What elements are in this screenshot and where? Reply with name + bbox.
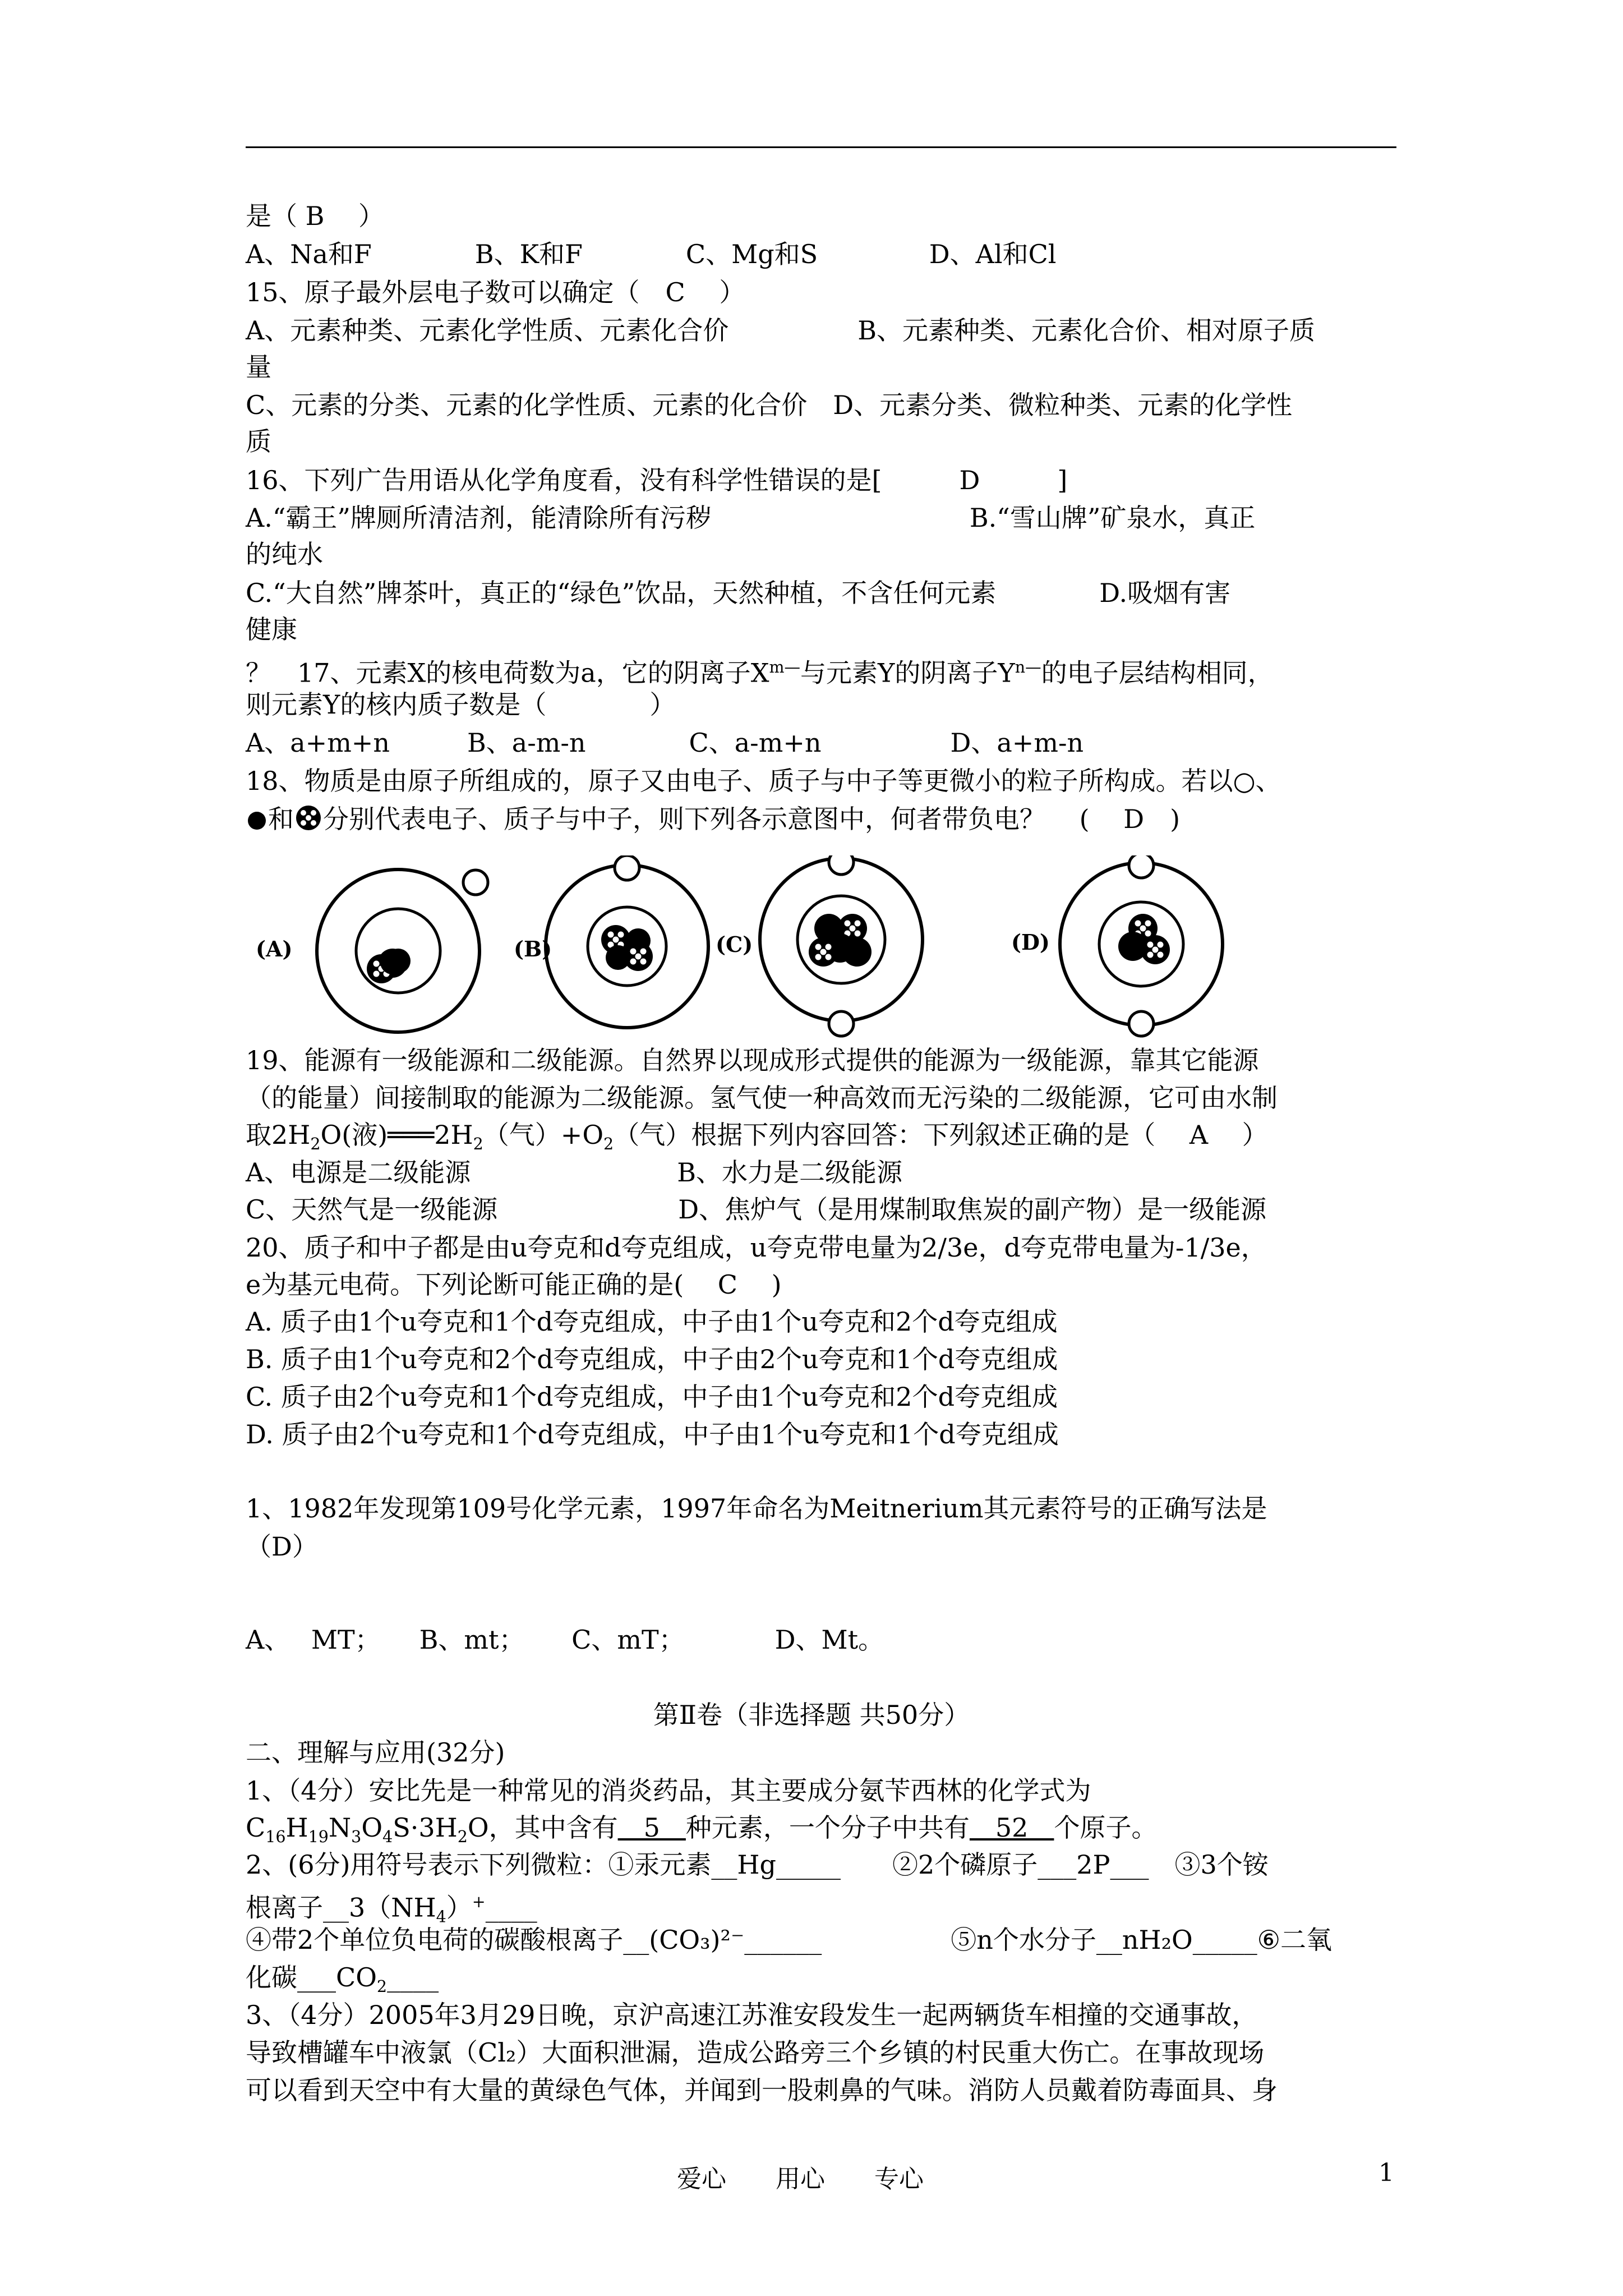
text-line: D. 质子由2个u夸克和1个d夸克组成，中子由1个u夸克和1个d夸克组成 [246,1419,1059,1450]
text-line: 二、理解与应用(32分) [246,1737,505,1768]
text-line: 2、(6分)用符号表示下列微粒：①汞元素__Hg_____ ②2个磷原子___2P___ ③3个铵 [246,1849,1269,1880]
footer-text: 爱心 用心 专心 [677,2165,924,2193]
text-line: 的纯水 [246,539,323,569]
text-line: A、Na和F B、K和F C、Mg和S D、Al和Cl [246,239,1057,269]
proton-symbol-icon [246,807,268,840]
text-line: A、元素种类、元素化学性质、元素化合价 B、元素种类、元素化合价、相对原子质 [246,315,1316,346]
answer-blank: 5 [617,1812,686,1843]
text-line: （D） [246,1531,318,1562]
text-line: A、a+m+n B、a-m-n C、a-m+n D、a+m-n [246,728,1084,758]
text-line: 3、（4分）2005年3月29日晚，京沪高速江苏淮安段发生一起两辆货车相撞的交通事故， [246,2000,1258,2030]
atom-diagrams [246,855,1233,1046]
text-line: 根离子$\_\_3(NH_4)^+\_\_\_\_$ [246,1892,537,1926]
atom-diagram-b [514,855,708,1028]
atom-diagram-c [716,855,923,1036]
formula-line: $C_{16}H_{19}N_3O_4S\cdot 3H_2O$，其中含有 5 种元素，一个分子中共有 52 个原子。 [246,1812,1158,1847]
question-19-equation-line: 取$2H_2O$(液)$═══2H_2$（气）$+O_2$（气）根据下列内容回答：下列叙述正确的是（ A ） [246,1120,1268,1154]
diagram-label-b: (B) [514,936,552,961]
text-line: 量 [246,352,271,382]
section-title: 第Ⅱ卷（非选择题 共50分） [653,1700,970,1730]
text-line: 19、能源有一级能源和二级能源。自然界以现成形式提供的能源为一级能源，靠其它能源 [246,1045,1259,1075]
text-line: 15、原子最外层电子数可以确定（ C ） [246,277,745,307]
diagram-label-c: (C) [716,932,753,957]
text-line: A. 质子由1个u夸克和1个d夸克组成，中子由1个u夸克和2个d夸克组成 [246,1306,1058,1337]
text-line: C、天然气是一级能源 D、焦炉气（是用煤制取焦炭的副产物）是一级能源 [246,1194,1267,1225]
diagram-label-d: (D) [1011,930,1050,955]
text-line: 1、1982年发现第109号化学元素，1997年命名为Meitnerium其元素符号的正确写法是 [246,1493,1267,1524]
text-line: 16、下列广告用语从化学角度看，没有科学性错误的是[ D ] [246,465,1068,495]
text-line: 18、物质是由原子所组成的，原子又由电子、质子与中子等更微小的粒子所构成。若以○、 [246,766,1281,796]
question-17-line-2: 则元素Y的核内质子数是（ ） [246,689,676,720]
text-line: 是（ B ） [246,201,385,231]
text-line: 化碳$\_\_\_CO_2\_\_\_\_$ [246,1962,439,1996]
answer-blank: 52 [969,1812,1054,1843]
text-line: A、电源是二级能源 B、水力是二级能源 [246,1157,903,1188]
text-line: （的能量）间接制取的能源为二级能源。氢气使一种高效而无污染的二级能源，它可由水制 [246,1083,1278,1113]
text-line: C.“大自然”牌茶叶，真正的“绿色”饮品，天然种植，不含任何元素 D.吸烟有害 [246,578,1231,608]
question-17-line-1: ？ 17、元素X的核电荷数为a，它的阴离子$X^{m—}$与元素Y的阴离子$Y^{n—}$的电子层结构相同， [246,657,1274,688]
diagram-label-a: (A) [256,936,293,961]
atom-diagram-a [256,869,488,1032]
atom-diagram-d [1011,855,1223,1036]
text-line: B. 质子由1个u夸克和2个d夸克组成，中子由2个u夸克和1个d夸克组成 [246,1344,1058,1374]
text-line: 可以看到天空中有大量的黄绿色气体，并闻到一股刺鼻的气味。消防人员戴着防毒面具、身 [246,2075,1278,2105]
neutron-symbol-icon [294,803,323,840]
text-line: ④带2个单位负电荷的碳酸根离子__(CO₃)²⁻______ ⑤n个水分子__nH₂O_____⑥二氧 [246,1925,1332,1955]
text-line: C. 质子由2个u夸克和1个d夸克组成，中子由1个u夸克和2个d夸克组成 [246,1382,1058,1412]
text-line: 20、质子和中子都是由u夸克和d夸克组成，u夸克带电量为2/3e，d夸克带电量为-1/3e， [246,1232,1267,1263]
text-line: 健康 [246,614,297,645]
text-line: 质 [246,426,271,457]
text-line: A.“霸王”牌厕所清洁剂，能清除所有污秽 B.“雪山牌”矿泉水，真正 [246,503,1256,533]
text-line: e为基元电荷。下列论断可能正确的是( C ) [246,1269,782,1300]
header-rule [246,146,1396,148]
text-line: 1、（4分）安比先是一种常见的消炎药品，其主要成分氨苄西林的化学式为 [246,1775,1091,1806]
text-line: A、 MT； B、mt； C、mT； D、Mt。 [246,1625,884,1655]
text-line: 导致槽罐车中液氯（Cl₂）大面积泄漏，造成公路旁三个乡镇的村民重大伤亡。在事故现场 [246,2037,1265,2068]
page-number: 1 [1378,2159,1394,2187]
question-18-line-2: 和 分别代表电子、质子与中子，则下列各示意图中，何者带负电？ ( D ) [246,802,1180,837]
text-line: C、元素的分类、元素的化学性质、元素的化合价 D、元素分类、微粒种类、元素的化学性 [246,390,1293,420]
